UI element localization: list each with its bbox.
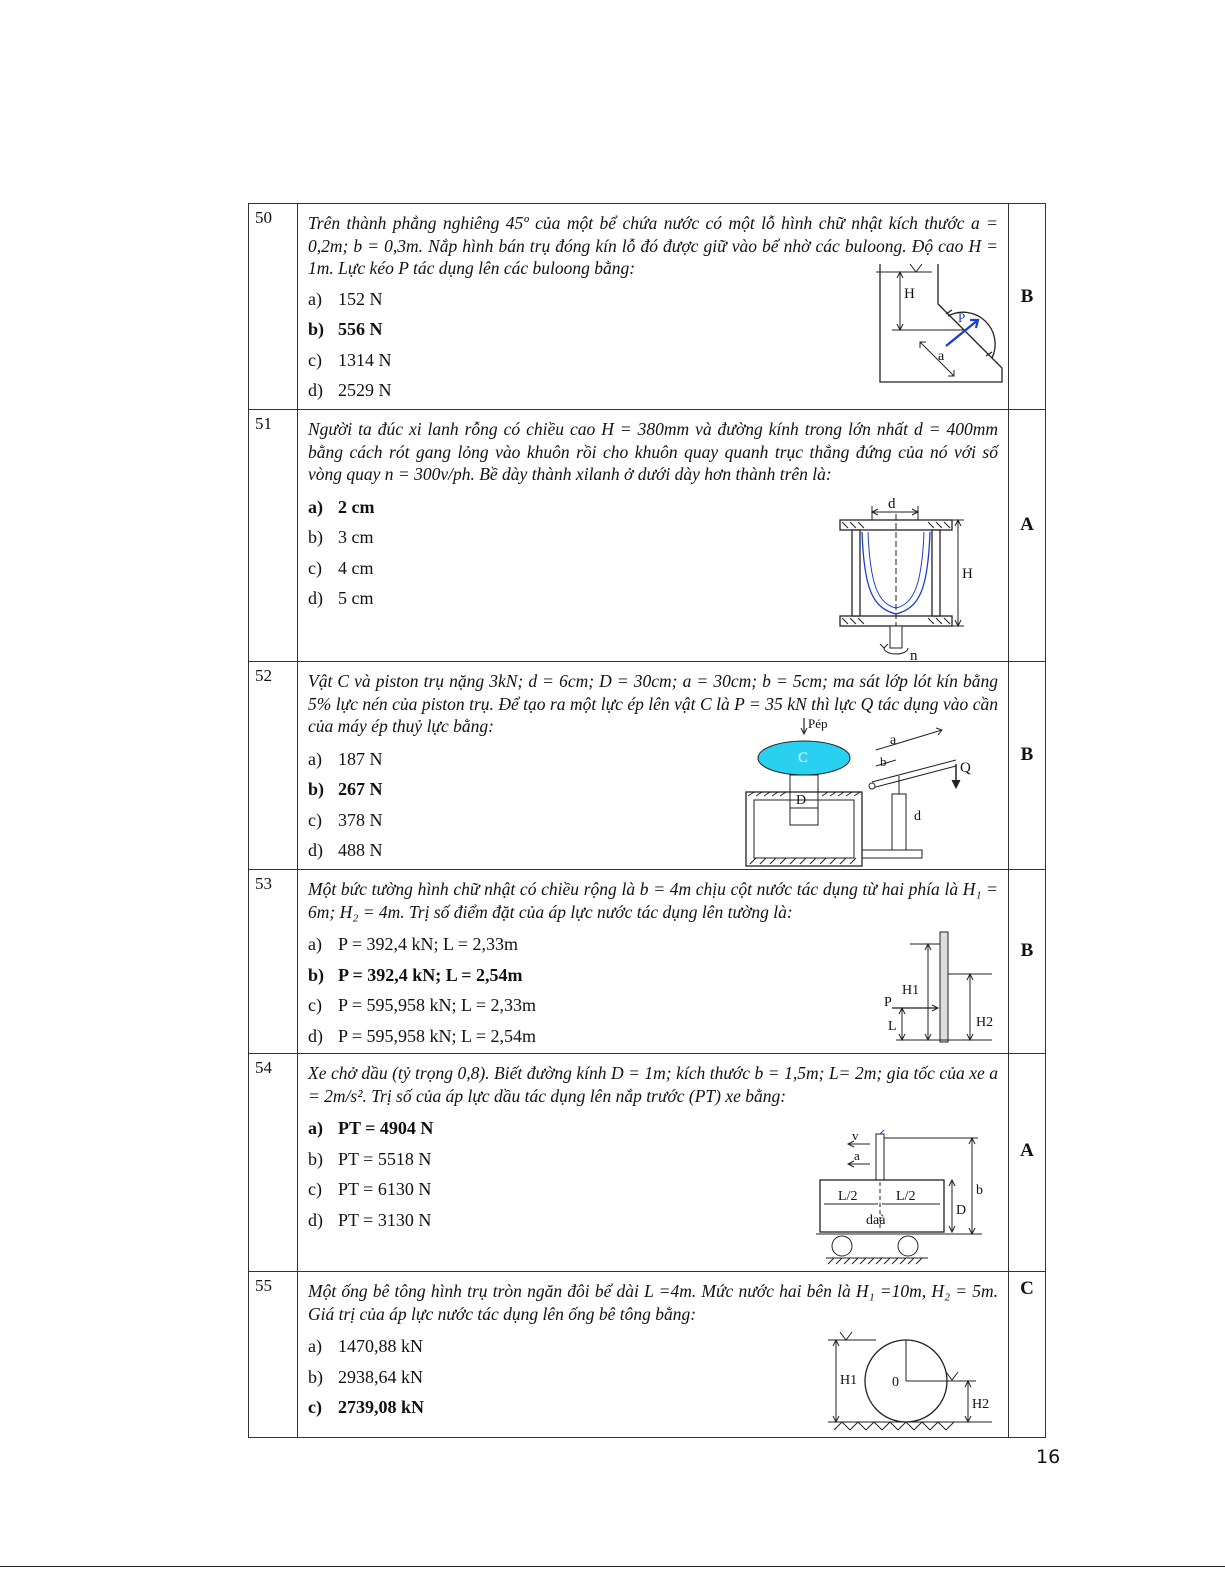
page-number: 16 (1036, 1446, 1061, 1468)
answer-letter: B (1020, 940, 1034, 961)
question-stem: Xe chở dầu (tỷ trọng 0,8). Biết đường kính D = 1m; kích thước b = 1,5m; L= 2m; gia tốc của xe a = 2m/s². Trị số của áp lực dầu tác dụng lên nắp trước (PT) xe bằng: (308, 1063, 998, 1106)
option-c: c) 378 N (308, 809, 383, 830)
question-table (248, 203, 1046, 1438)
label-L-half-1: L/2 (838, 1189, 858, 1204)
label-daa: daà (866, 1213, 886, 1228)
label-H2: H2 (976, 1015, 994, 1030)
question-body (298, 204, 1009, 410)
answer-cell (1009, 1272, 1046, 1438)
table-row (249, 410, 1046, 662)
answer-cell (1009, 662, 1046, 870)
answer-letter: B (1020, 744, 1034, 765)
label-H: H (962, 566, 973, 582)
option-b: b) 2938,64 kN (308, 1366, 423, 1387)
question-body (298, 1272, 1009, 1438)
question-number: 54 (249, 1054, 298, 1272)
question-body (298, 662, 1009, 870)
answer-cell (1009, 1054, 1046, 1272)
option-c: c) PT = 6130 N (308, 1179, 432, 1199)
question-number: 51 (249, 410, 298, 662)
figure-hydraulic-press (742, 714, 1002, 870)
option-d: d) 5 cm (308, 588, 374, 608)
table-row (249, 204, 1046, 410)
option-d: d) P = 595,958 kN; L = 2,54m (308, 1025, 536, 1046)
answer-cell (1009, 410, 1046, 662)
option-c: c) P = 595,958 kN; L = 2,33m (308, 995, 536, 1015)
label-H1: H1 (902, 983, 920, 998)
label-P: P (958, 310, 966, 325)
label-Pep: Pép (808, 716, 828, 731)
option-c: c) 2739,08 kN (308, 1397, 425, 1417)
question-body (298, 870, 1009, 1054)
question-stem: Một ống bê tông hình trụ tròn ngăn đôi bể dài L =4m. Mức nước hai bên là H₁ =10m, H₂ = 5m. Giá trị của áp lực nước tác dụng lên ống bê tông bằng: (308, 1281, 998, 1324)
option-b: b) PT = 5518 N (308, 1148, 432, 1169)
label-D: D (956, 1203, 967, 1218)
label-n: n (910, 648, 918, 664)
option-d: d) PT = 3130 N (308, 1209, 432, 1230)
question-stem: Một bức tường hình chữ nhật có chiều rộng là b = 4m chịu cột nước tác dụng từ hai phía là H₁ = 6m; H₂ = 4m. Trị số điểm đặt của áp lực nước tác dụng lên tường là: (308, 879, 998, 922)
answer-letter: A (1020, 1140, 1034, 1161)
label-H: H (904, 286, 915, 302)
answer-cell (1009, 870, 1046, 1054)
label-L-half-2: L/2 (896, 1189, 916, 1204)
question-stem: Người ta đúc xi lanh rỗng có chiều cao H = 380mm và đường kính trong lớn nhất d = 400mm bằng cách rót gang lỏng vào khuôn rồi cho khuôn quay quanh trục thẳng đứng của nó với số vòng quay n = 300v/ph. Bề dày thành xilanh ở dưới dày hơn thành trên là: (308, 419, 998, 484)
label-D: D (796, 793, 807, 808)
label-d: d (888, 496, 896, 512)
option-a: a) 1470,88 kN (308, 1336, 423, 1356)
option-a: a) PT = 4904 N (308, 1118, 434, 1138)
figure-tanker-truck (812, 1130, 992, 1270)
option-b: b) P = 392,4 kN; L = 2,54m (308, 964, 523, 985)
figure-concrete-pipe (826, 1330, 996, 1434)
label-0: 0 (892, 1375, 899, 1390)
figure-wall-two-sides (882, 928, 1002, 1044)
option-b: b) 3 cm (308, 527, 374, 547)
answer-letter: C (1020, 1278, 1034, 1299)
figure-centrifugal-cylinder (838, 496, 978, 664)
option-a: a) 187 N (308, 748, 383, 769)
table-row (249, 1272, 1046, 1438)
label-b: b (880, 754, 887, 769)
label-b: b (976, 1183, 983, 1198)
label-d: d (914, 809, 921, 824)
option-b: b) 267 N (308, 779, 383, 799)
option-a: a) 152 N (308, 288, 383, 309)
label-L: L (888, 1019, 897, 1034)
option-a: a) 2 cm (308, 496, 375, 517)
question-body (298, 1054, 1009, 1272)
question-stem: Trên thành phẳng nghiêng 45º của một bể chứa nước có một lỗ hình chữ nhật kích thước a = 0,2m; b = 0,3m. Nắp hình bán trụ đóng kín lỗ đó được giữ vào bể nhờ các buloong. Độ cao H = 1m. Lực kéo P tác dụng lên các buloong bằng: (308, 213, 998, 278)
question-number: 53 (249, 870, 298, 1054)
label-Q: Q (960, 760, 971, 776)
option-a: a) P = 392,4 kN; L = 2,33m (308, 934, 518, 954)
table-row (249, 1054, 1046, 1272)
label-H1: H1 (840, 1373, 858, 1388)
answer-letter: B (1020, 286, 1034, 307)
option-d: d) 488 N (308, 840, 383, 860)
option-b: b) 556 N (308, 319, 383, 339)
option-c: c) 1314 N (308, 349, 392, 370)
question-number: 55 (249, 1272, 298, 1438)
label-a: a (854, 1148, 860, 1163)
question-number: 52 (249, 662, 298, 870)
label-P: P (884, 995, 892, 1010)
label-C: C (798, 750, 809, 766)
question-number: 50 (249, 204, 298, 410)
option-c: c) 4 cm (308, 557, 374, 578)
option-d: d) 2529 N (308, 380, 392, 400)
label-a: a (938, 349, 945, 364)
figure-inclined-tank (876, 260, 1008, 386)
label-a: a (890, 733, 897, 748)
footer-rule (0, 1566, 1225, 1567)
question-stem: Vật C và piston trụ nặng 3kN; d = 6cm; D = 30cm; a = 30cm; b = 5cm; ma sát lớp lót kín bằng 5% lực nén của piston trụ. Để tạo ra một lực ép lên vật C là P = 35 kN thì lực Q tác dụng vào cần của máy ép thuỷ lực bằng: (308, 671, 998, 736)
answer-letter: A (1020, 514, 1034, 535)
question-body (298, 410, 1009, 662)
answer-cell (1009, 204, 1046, 410)
label-H2: H2 (972, 1397, 990, 1412)
table-row (249, 662, 1046, 870)
label-v: v (852, 1128, 859, 1143)
table-row (249, 870, 1046, 1054)
